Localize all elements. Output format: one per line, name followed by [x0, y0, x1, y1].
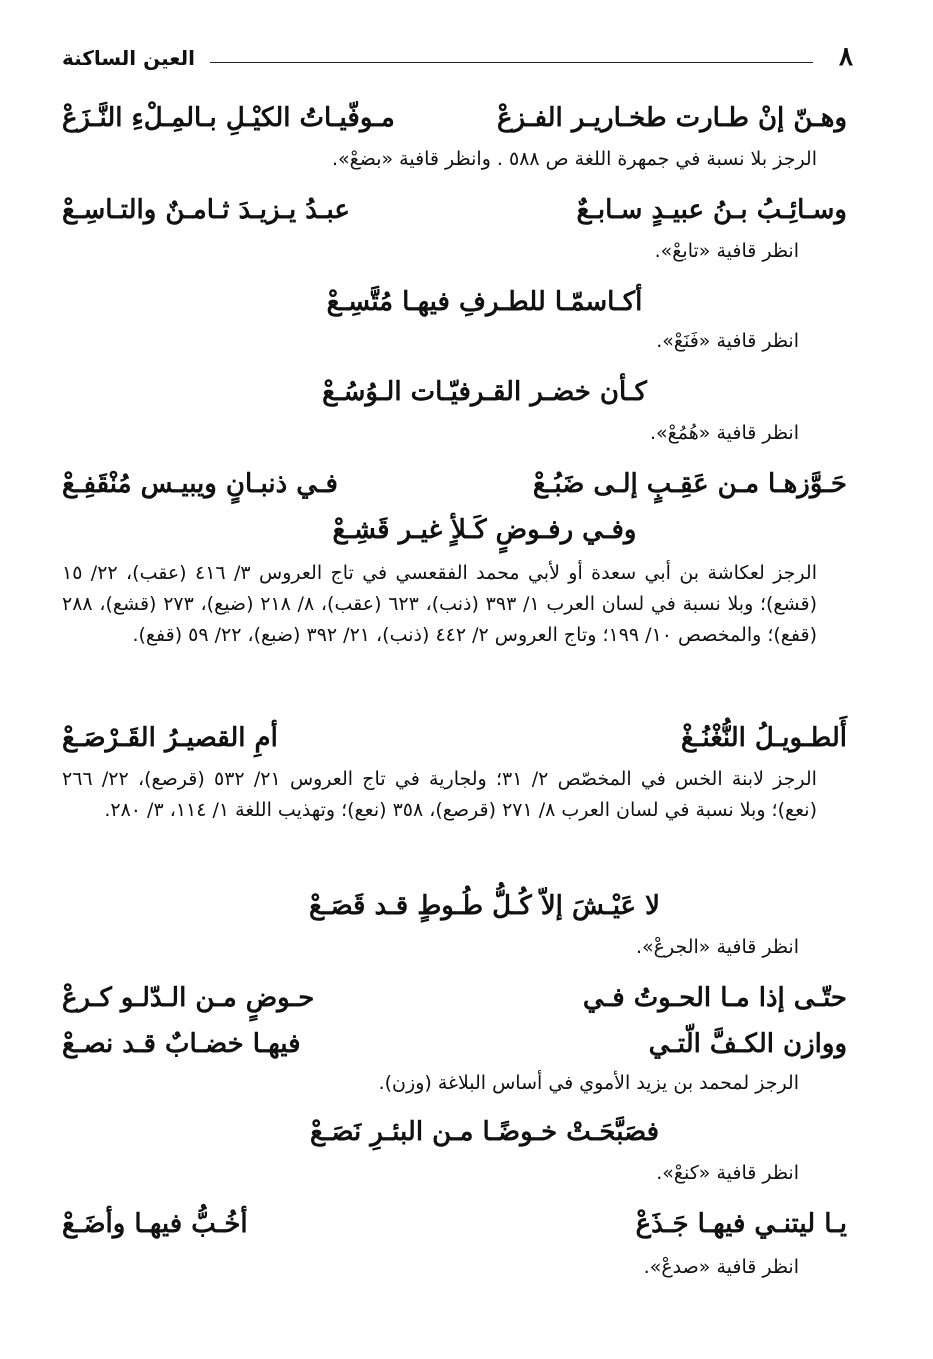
- verse-line: [62, 94, 847, 142]
- hemistich-first: حَـوَّزهـا مـن عَقِـبٍ إلـى ضَبُـعْ: [532, 469, 847, 499]
- cross-reference: انظر قافية «الجرعْ».: [635, 936, 799, 958]
- verse-line: [62, 1020, 847, 1068]
- hemistich-second: أخُـبُّ فيهـا وأضَـعْ: [62, 1209, 248, 1239]
- verse-line: [62, 1200, 847, 1248]
- source-note: الرجز بلا نسبة في جمهرة اللغة ص ٥٨٨ . وانظر قافية «بضعْ».: [331, 148, 817, 170]
- hemistich-first: ووازن الكـفَّ الّتـي: [648, 1029, 847, 1059]
- header-rule: [210, 62, 813, 63]
- hemistich-second: فـي ذنبـانٍ ويبيـس مُنْقَفِـعْ: [62, 469, 338, 499]
- cross-reference: انظر قافية «كنعْ».: [656, 1162, 799, 1184]
- running-title: العين الساكنة: [62, 46, 195, 70]
- cross-reference: انظر قافية «فَنَعْ».: [656, 330, 799, 352]
- verse-centered: فصَبَّحَـتْ خـوضًـا مـن البئـرِ نَصَـعْ: [309, 1117, 660, 1147]
- hemistich-first: حتّـى إذا مـا الحـوتُ فـي: [582, 983, 847, 1013]
- source-note: الرجز لمحمد بن يزيد الأموي في أساس البلاغة (وزن).: [378, 1072, 799, 1094]
- page-number: ٨: [839, 42, 853, 72]
- hemistich-second: حـوضٍ مـن الـدّلـو كـرعْ: [62, 983, 315, 1013]
- hemistich-first: أَلطـويـلُ النُّغْنُـغْ: [681, 723, 847, 753]
- running-header: [62, 40, 853, 80]
- verse-centered: لا عَيْـشَ إلاّ كُـلُّ طُـوطٍ قـد قَصَـعْ: [309, 891, 660, 921]
- verse-line: [62, 974, 847, 1022]
- hemistich-first: وسـائِـبُ بـنُ عبيـدٍ سـابـعٌ: [576, 195, 847, 225]
- cross-reference: انظر قافية «هُمُعْ».: [650, 422, 799, 444]
- verse-line: [62, 714, 847, 762]
- verse-centered: أكـاسمّـا للطـرفِ فيهـا مُتَّسِـعْ: [326, 287, 643, 317]
- hemistich-first: وهـنّ إنْ طـارت طخـاريـر الفـزعْ: [496, 103, 847, 133]
- source-note: الرجز لابنة الخس في المخصّص ٢/ ٣١؛ ولجارية في تاج العروس ٢١/ ٥٣٢ (قرصع)، ٢٢/ ٢٦٦ (نعع)؛ وبلا نسبة في لسان العرب ٨/ ٢٧١ (قرصع)، ٣٥٨ (نعع)؛ وتهذيب اللغة ١/ ١١٤، ٣/ ٢٨٠.: [62, 768, 817, 821]
- hemistich-second: مـوفّيـاتُ الكيْـلِ بـالمِـلْءِ النَّـزَعْ: [62, 103, 395, 133]
- hemistich-second: فيهـا خضـابٌ قـد نصـعْ: [62, 1029, 301, 1059]
- hemistich-second: أمِ القصيـرُ القَـرْصَـعْ: [62, 723, 278, 753]
- verse-line: [62, 460, 847, 508]
- verse-centered: كـأن خضـر القـرفيّـات الـوُسُـعْ: [322, 377, 647, 407]
- cross-reference: انظر قافية «صدعْ».: [643, 1256, 799, 1278]
- verse-line: [62, 186, 847, 234]
- source-note: الرجز لعكاشة بن أبي سعدة أو لأبي محمد الفقعسي في تاج العروس ٣/ ٤١٦ (عقب)، ٢٢/ ١٥ (قشع)؛ وبلا نسبة في لسان العرب ١/ ٣٩٣ (ذنب)، ٦٢٣ (عقب)، ٨/ ٢١٨ (ضيع)، ٢٧٣ (قشع)، ٢٨٨ (قفع)؛ والمخصص ١٠/ ١٩٩؛ وتاج العروس ٢/ ٤٤٢ (ذنب)، ٢١/ ٣٩٢ (ضبع)، ٢٢/ ٥٩ (قفع).: [62, 562, 817, 646]
- verse-centered: وفـي رفـوضٍ كَـلأٍ غيـر قَشِـعْ: [332, 515, 637, 545]
- hemistich-first: يـا ليتنـي فيهـا جَـذَعْ: [635, 1209, 847, 1239]
- hemistich-second: عبـدُ يـزيـدَ ثـامـنٌ والتـاسِـعْ: [62, 195, 350, 225]
- cross-reference: انظر قافية «تابعْ».: [654, 240, 799, 262]
